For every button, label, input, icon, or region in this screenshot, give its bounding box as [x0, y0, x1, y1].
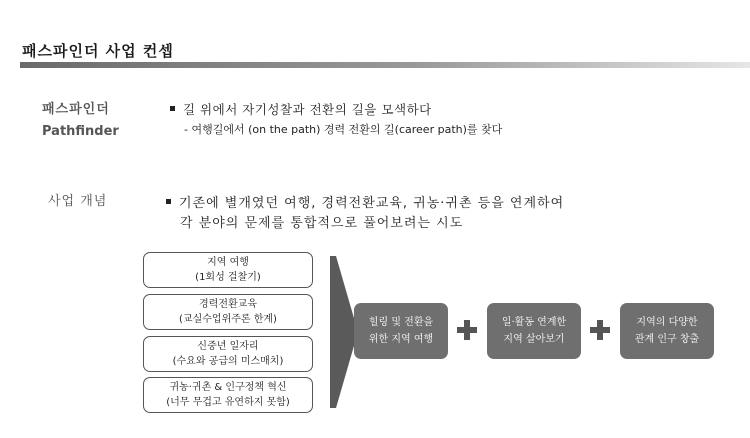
output-box-relational-population — [620, 303, 714, 359]
concept-label: 사업 개념 — [48, 194, 108, 209]
output-line-1: 힐링 및 전환을 — [368, 317, 434, 328]
output-line-1: 일·활동 연계한 — [501, 317, 567, 328]
concept-line-1 — [166, 192, 564, 211]
input-box-note: (교실수업위주론 한계) — [179, 314, 277, 325]
pathfinder-sub: - 여행길에서 (on the path) 경력 전환의 길(career path)를 찾다 — [184, 123, 503, 136]
output-box-local-living — [487, 303, 581, 359]
input-box-title: 신중년 일자리 — [197, 341, 259, 352]
input-box-jobs — [143, 336, 313, 372]
output-line-1: 지역의 다양한 — [636, 317, 698, 328]
plus-icon — [588, 318, 612, 342]
input-box-return-farming — [143, 377, 313, 413]
output-line-2: 지역 살아보기 — [503, 334, 565, 345]
output-line-2: 관계 인구 창출 — [634, 334, 700, 345]
title-divider — [20, 62, 750, 68]
input-box-note: (1회성 걸찰기) — [195, 272, 261, 283]
concept-line-1-text: 기존에 별개였던 여행, 경력전환교육, 귀농·귀촌 등을 연계하여 — [179, 196, 565, 211]
input-box-note: (너무 무겁고 유연하지 못함) — [166, 397, 290, 408]
bullet-icon — [170, 106, 175, 111]
bullet-icon — [166, 199, 171, 204]
pathfinder-label-ko: 패스파인더 — [42, 102, 110, 117]
page-title: 패스파인더 사업 컨셉 — [22, 42, 174, 60]
input-box-title: 경력전환교육 — [199, 299, 257, 310]
concept-line-2: 각 분야의 문제를 통합적으로 풀어보려는 시도 — [180, 216, 464, 231]
output-line-2: 위한 지역 여행 — [368, 334, 434, 345]
pathfinder-bullet — [170, 100, 432, 118]
pathfinder-label-en: Pathfinder — [42, 124, 119, 139]
output-box-healing-travel — [354, 303, 448, 359]
input-box-career-education — [143, 294, 313, 330]
input-box-title: 귀농·귀촌 & 인구정책 혁신 — [169, 382, 287, 393]
input-box-note: (수요와 공급의 미스매치) — [172, 356, 284, 367]
pathfinder-bullet-text: 길 위에서 자기성찰과 전환의 길을 모색하다 — [183, 102, 432, 117]
input-box-travel — [143, 252, 313, 288]
input-box-title: 지역 여행 — [207, 257, 249, 268]
plus-icon — [455, 318, 479, 342]
